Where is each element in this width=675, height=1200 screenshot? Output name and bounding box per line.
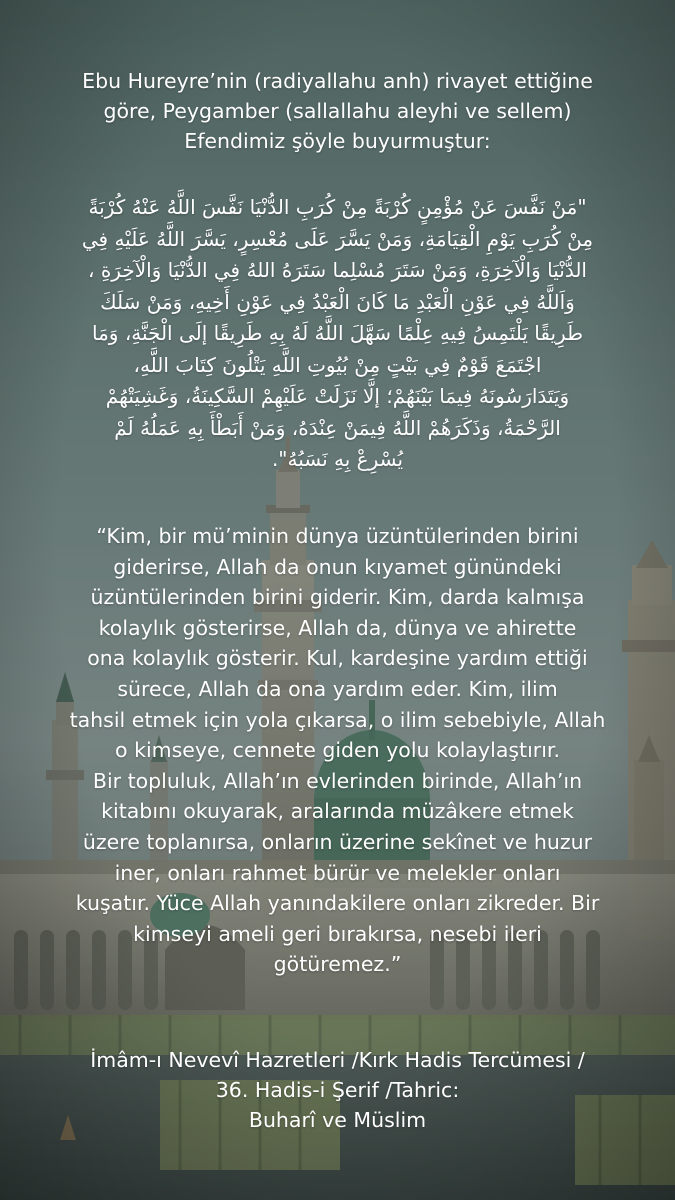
arabic-line: اجْتَمَعَ قَوْمٌ فِي بَيْتٍ مِنْ بُيُوتِ اللَّهِ يَتْلُونَ كِتَابَ اللَّهِ، — [133, 352, 542, 377]
source-line: Buharî ve Müslim — [248, 1108, 427, 1132]
translation-line: tahsil etmek için yola çıkarsa, o ilim sebebiyle, Allah — [69, 707, 606, 732]
arabic-line: يُسْرِعْ بِهِ نَسَبُهُ". — [271, 447, 404, 471]
arabic-line: الرَّحْمَةُ، وَذَكَرَهُمْ اللَّهُ فِيمَنْ عِنْدَهُ، وَمَنْ أَبَطْأَ بِهِ عَمَلُهُ لَمْ — [114, 415, 561, 440]
intro-line: Ebu Hureyre’nin (radiyallahu anh) rivayet ettiğine — [82, 69, 593, 93]
translation-line: o kimseye, cennete giden yolu kolaylaştırır. — [115, 738, 560, 763]
translation-line: üzere toplanırsa, onların üzerine sekînet ve huzur — [82, 829, 593, 854]
translation-line: giderirse, Allah da onun kıyamet günündeki — [113, 554, 562, 579]
translation-line: Bir topluluk, Allah’ın evlerinden birinde, Allah’ın — [92, 768, 583, 793]
translation-line: götüremez.” — [273, 952, 402, 977]
intro-line: Efendimiz şöyle buyurmuştur: — [184, 129, 491, 153]
arabic-line: "مَنْ نَفَّسَ عَنْ مُؤْمِنٍ كُرْبَةً مِنْ كُرَبِ الدُّنْيَا نَفَّسَ اللَّهُ عَنْهُ كُرْبَةً — [88, 195, 587, 219]
arabic-line: وَاَللَّهُ فِي عَوْنِ الْعَبْدِ مَا كَانَ الْعَبْدُ فِي عَوْنِ أَخِيهِ، وَمَنْ سَلَكَ — [100, 289, 575, 314]
translation-line: kuşatır. Yüce Allah yanındakilere onları zikreder. Bir — [75, 891, 600, 916]
translation-line: kolaylık gösterirse, Allah da, dünya ve ahirette — [98, 615, 577, 640]
translation-line: kimseyi ameli geri bırakırsa, nesebi ileri — [133, 921, 542, 946]
translation-line: kitabını okuyarak, aralarında müzâkere etmek — [101, 799, 574, 824]
arabic-line: الدُّنْيَا وَالْآخِرَةِ، وَمَنْ سَتَرَ مُسْلِما سَتَرَهُ اللهُ فِي الدُّنْيَا وَالْآخِرَةِ ، — [88, 258, 587, 282]
arabic-line: طَرِيقًا يَلْتَمِسُ فِيهِ عِلْمًا سَهَّلَ اللَّهُ لَهُ بِهِ طَرِيقًا إلَى الْجَنَّةِ، وَمَا — [92, 321, 583, 345]
arabic-hadith-text — [22, 192, 653, 476]
translation-line: “Kim, bir mü’minin dünya üzüntülerinden birini — [96, 524, 579, 548]
arabic-line: وَيَتَدَارَسُونَهُ فِيمَا بَيْنَهُمْ؛ إلَّا نَزَلَتْ عَلَيْهِمْ السَّكِينَةُ، وَغَشِيَتْهُمْ — [105, 384, 570, 408]
intro-text — [30, 66, 645, 156]
source-line: 36. Hadis-i Şerif /Tahric: — [215, 1078, 460, 1102]
intro-line: göre, Peygamber (sallallahu aleyhi ve sellem) — [103, 99, 572, 123]
translation-line: ona kolaylık gösterir. Kul, kardeşine yardım ettiği — [87, 646, 588, 671]
translation-line: üzüntülerinden birini giderir. Kim, darda kalmışa — [90, 585, 585, 610]
arabic-line: مِنْ كُرَبِ يَوْمِ الْقِيَامَةِ، وَمَنْ يَسَّرَ عَلَى مُعْسِرٍ، يَسَّرَ اللَّهُ عَلَيْهِ فِي — [81, 226, 594, 251]
source-line: İmâm-ı Nevevî Hazretleri /Kırk Hadis Tercümesi / — [90, 1048, 585, 1072]
turkish-translation-text — [30, 521, 645, 980]
translation-line: sürece, Allah da ona yardım eder. Kim, ilim — [117, 676, 558, 701]
source-citation — [30, 1045, 645, 1135]
translation-line: iner, onları rahmet bürür ve melekler onları — [114, 860, 561, 885]
